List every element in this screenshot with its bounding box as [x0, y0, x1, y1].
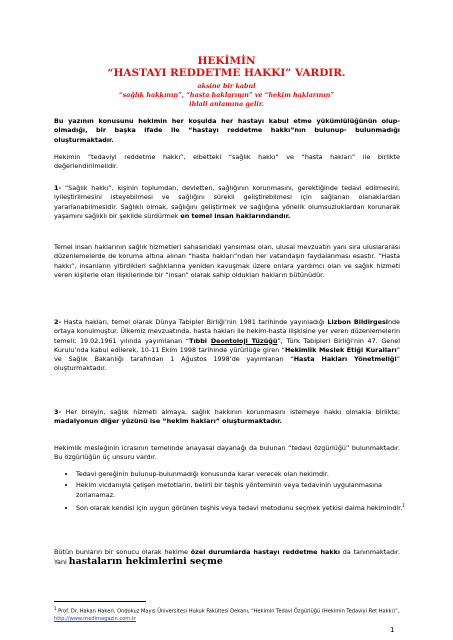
- paragraph-health-right: [54, 184, 400, 221]
- paragraph-physician-rights: [54, 408, 400, 427]
- lizbon-declaration: Lizbon Bildirgesi: [327, 318, 388, 326]
- paragraph-treatment-refusal: Hekimin “tedaviyi reddetme hakkı”, elbetteki “sağlık hakkı” ve “hasta hakları” ile birlikte değerlendirilmelidir.: [54, 153, 400, 171]
- footnote-link[interactable]: http://www.medimagazin.com.tr: [54, 615, 136, 622]
- freedom-elements-list: [54, 470, 422, 515]
- paragraph-emphasis: en temel insan haklarındandır.: [180, 211, 291, 220]
- paragraph-text: nde ortaya konulmuştur. Ülkemiz mevzuatında, hasta hakları ile hekim-hasta ilişkisine yer veren düzenlemelerin temeli; 19.02.1961 yılında yayımlanan “: [54, 318, 400, 345]
- subtitle-line2: “sağlık hakkının”, “hasta haklarının” ve “hekim haklarının”: [118, 91, 335, 99]
- list-item: • Hekim vicdanıyla çelişen metotların, belirli bir teşhis yönteminin veya tedavinin uygulanmasına zorlanamaz.: [76, 481, 422, 500]
- paragraph-legislation: [54, 318, 400, 374]
- paragraph-patient-rights: Temel insan haklarının sağlık hizmetleri sahasındaki yansıması olan, ulusal mevzuatın yanı sıra uluslararası düzenlemelerde de koruma altına alınan “hasta hakları”ndan her vatandaşın faydalanması esastır. “Hasta hakkı”, insanların yitirdikleri sağlıklarına yeniden kavuşmak üzere onlara yardımcı olan ve sağlık hizmeti veren kişilerle olan ilişkilerinde bir “insan” olarak sahip oldukları hakların bütünüdür.: [54, 243, 400, 279]
- footnote-reference[interactable]: 1: [402, 503, 406, 509]
- paragraph-number: 2-: [54, 318, 62, 326]
- intro-paragraph: Bu yazının konusunu hekimin her koşulda her hastayı kabul etme yükümlülüğünün olup-olmadığı, bir başka ifade ile “hastayı reddetme hakkı”nın bulunup- bulunmadığı oluşturmaktadır.: [54, 117, 400, 144]
- paragraph-text: ” ve Sağlık Bakanlığı tarafından 1 Ağustos 1998’de yayımlanan “: [54, 345, 400, 364]
- paragraph-text: “Sağlık hakkı”, kişinin toplumdan, devletten, sağlığının korunmasını, gerektiğinde tedavi edilmesini, iyileştirilmesini isteyebilmesi ve sağlığını sürekli geliştirebilmesi için sağlanan olanaklardan yararlanabilmesidir. Sağlıklı olmak, sağlığını geliştirmek ve sağlığına yönelik olumsuzluklardan korunarak yaşamını sağlıklı bir şekilde sürdürmek: [54, 184, 400, 220]
- subtitle-line3: ihlali anlamına gelir.: [189, 100, 264, 108]
- paragraph-treatment-freedom: Hekimlik mesleğinin icrasının temelinde anayasal dayanağı da bulunan “tedavi özgürlüğü” bulunmaktadır. Bu özgürlüğün üç unsuru vardır.: [54, 444, 400, 462]
- subtitle-line1: aksine bir kabul: [197, 82, 256, 90]
- medical-ethics-rules: Hekimlik Meslek Etiği Kuralları: [284, 345, 397, 354]
- footnote-divider: [54, 601, 146, 602]
- list-item: • Son olarak kendisi için uygun görünen teşhis veya tedavi metodunu seçmek yetkisi daima hekimindir.$^1$: [76, 502, 422, 513]
- deontology-regulation: Tıbbi Deontoloji Tüzüğü: [189, 336, 278, 345]
- paragraph-emphasis: madalyonun diğer yüzünü ise “hekim hakları” oluşturmaktadır.: [54, 417, 282, 426]
- paragraph-large-emphasis: hastaların hekimlerini seçme: [68, 556, 223, 568]
- paragraph-refusal-right: Bütün bunların bir sonucu olarak hekime özel durumlarda hastayı reddetme hakkı da tanınmaktadır. Yani hastaların hekimlerini seçme: [54, 548, 400, 568]
- paragraph-text: Her bireyin, sağlık hizmeti almaya, sağlık hakkının korunmasını istemeye hakkı olmakla birlikte;: [61, 408, 400, 416]
- paragraph-number: 3-: [54, 408, 62, 416]
- paragraph-number: 1-: [54, 184, 62, 192]
- paragraph-text: ” oluşturmaktadır.: [54, 355, 400, 373]
- paragraph-emphasis: özel durumlarda hastayı reddetme hakkı: [190, 548, 341, 556]
- patient-rights-regulation: Hasta Hakları Yönetmeliği: [293, 355, 397, 364]
- footnote-number: 1: [54, 606, 57, 611]
- document-title-line2: “HASTAYI REDDETME HAKKI” VARDIR.: [107, 67, 346, 79]
- footnote-text: Prof. Dr. Hakan Hakeri, Ondokuz Mayıs Üniversitesi Hukuk Fakültesi Dekanı, “Hekimin Tedavi Özgürlüğü (Hekimin Tedaviyi Ret Hakkı)”,: [56, 608, 400, 615]
- list-item: • Tedavi gereğinin bulunup-bulunmadığı konusunda karar verecek olan hekimdir.: [76, 470, 422, 479]
- document-title-line1: HEKİMİN: [197, 55, 256, 67]
- page-number: 1: [390, 626, 395, 634]
- paragraph-text: ”, Türk Tabipleri Birliği’nin 47. Genel Kurulu’nda kabul edilerek, 10-11 Ekim 1998 tarihinde yürürlüğe giren “: [54, 336, 400, 354]
- footnote: [54, 605, 400, 623]
- paragraph-text: Hasta hakları, temel olarak Dünya Tabipler Birliği’nin 1981 tarihinde yayınladığı: [61, 318, 328, 326]
